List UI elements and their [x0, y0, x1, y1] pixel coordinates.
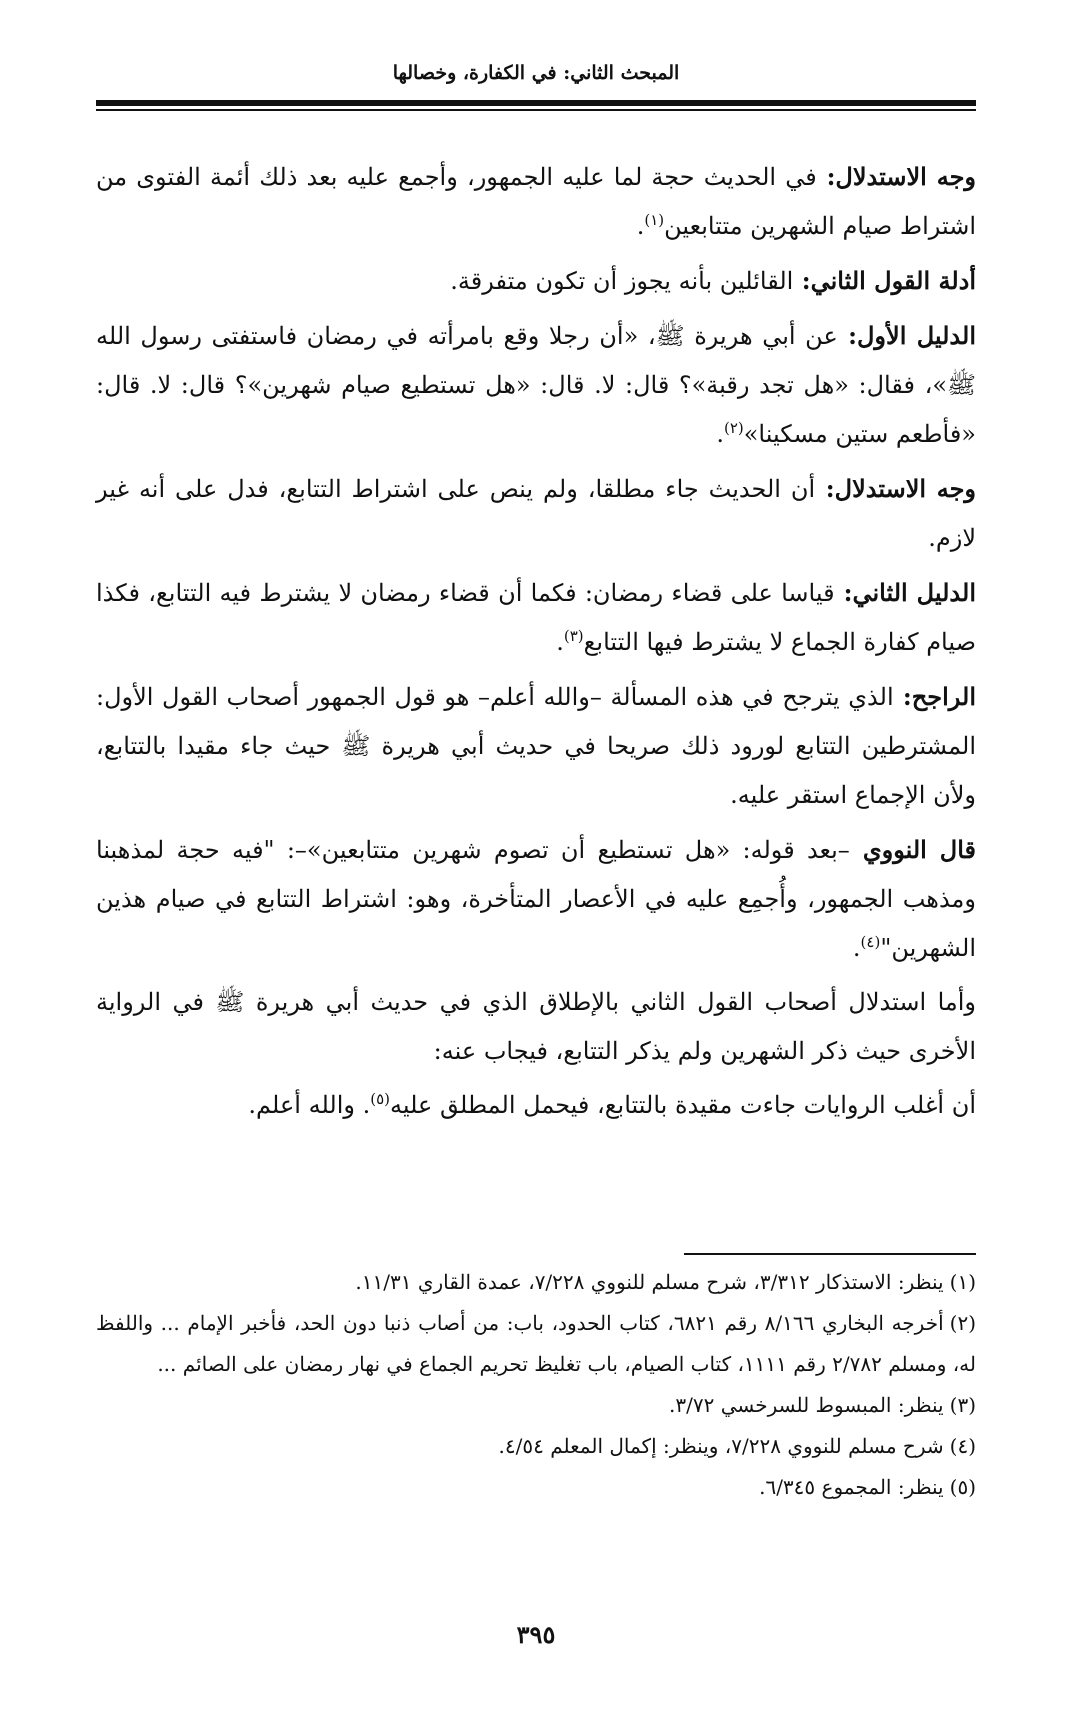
paragraph-tail: . [716, 420, 724, 448]
paragraph-9 [96, 1081, 976, 1130]
footnote-number: (٤) [949, 1434, 976, 1458]
footnote-number: (٥) [949, 1475, 976, 1499]
paragraph-lead: الدليل الثاني: [843, 578, 976, 607]
header-rule-thin [96, 109, 976, 111]
main-text [96, 152, 976, 1135]
footnote-ref[interactable]: (٣) [563, 627, 584, 645]
paragraph-lead: أدلة القول الثاني: [801, 266, 976, 295]
paragraph-text: أن الحديث جاء مطلقا، ولم ينص على اشتراط التتابع، فدل على أنه غير لازم. [96, 475, 976, 552]
footnote-1 [96, 1262, 976, 1303]
paragraph-lead: قال النووي [862, 835, 977, 864]
paragraph-4 [96, 464, 976, 563]
paragraph-tail: . [852, 934, 861, 962]
paragraph-5 [96, 568, 976, 667]
footnote-ref[interactable]: (١) [644, 211, 665, 229]
footnote-3 [96, 1385, 976, 1426]
paragraph-text: في الحديث حجة لما عليه الجمهور، وأجمع عليه بعد ذلك أئمة الفتوى من اشتراط صيام الشهرين متتابعين [96, 163, 976, 240]
paragraph-text: –بعد قوله: «هل تستطيع أن تصوم شهرين متتابعين»–: "فيه حجة لمذهبنا ومذهب الجمهور، وأُجمِع عليه في الأعصار المتأخرة، وهو: اشتراط التتابع في صيام هذين الشهرين" [96, 836, 976, 962]
paragraph-lead: الراجح: [902, 682, 976, 711]
footnote-text: ينظر: الاستذكار ٣/٣١٢، شرح مسلم للنووي ٧/٢٢٨، عمدة القاري ١١/٣١. [355, 1270, 944, 1294]
running-header: المبحث الثاني: في الكفارة، وخصالها [392, 62, 680, 84]
paragraph-7 [96, 825, 976, 973]
paragraph-lead: الدليل الأول: [848, 321, 977, 350]
paragraph-text: عن أبي هريرة ﷺ، «أن رجلا وقع بامرأته في رمضان فاستفتى رسول الله ﷺ»، فقال: «هل تجد رقبة»؟ قال: لا. قال: «هل تستطيع صيام شهرين»؟ قال: لا. قال: «فأطعم ستين مسكينا» [96, 322, 976, 448]
footnote-text: أخرجه البخاري ٨/١٦٦ رقم ٦٨٢١، كتاب الحدود، باب: من أصاب ذنبا دون الحد، فأخبر الإمام ... واللفظ له، ومسلم ٢/٧٨٢ رقم ١١١١، كتاب الصيام، باب تغليظ تحريم الجماع في نهار رمضان على الصائم ... [96, 1311, 976, 1376]
footnote-ref[interactable]: (٤) [860, 933, 881, 951]
paragraph-text: أن أغلب الروايات جاءت مقيدة بالتتابع، فيحمل المطلق عليه [390, 1091, 976, 1119]
footnote-ref[interactable]: (٢) [723, 419, 744, 437]
paragraph-tail: . [556, 628, 564, 656]
footnotes [96, 1262, 976, 1508]
paragraph-text: قياسا على قضاء رمضان: فكما أن قضاء رمضان لا يشترط فيه التتابع، فكذا صيام كفارة الجماع لا يشترط فيها التتابع [96, 579, 976, 656]
page-number: ٣٩٥ [516, 1620, 556, 1649]
paragraph-8 [96, 978, 976, 1076]
footnote-text: شرح مسلم للنووي ٧/٢٢٨، وينظر: إكمال المعلم ٤/٥٤. [498, 1434, 944, 1458]
paragraph-text: الذي يترجح في هذه المسألة –والله أعلم– هو قول الجمهور أصحاب القول الأول: المشترطين التتابع لورود ذلك صريحا في حديث أبي هريرة ﷺ حيث جاء مقيدا بالتتابع، ولأن الإجماع استقر عليه. [96, 683, 976, 809]
footnote-number: (١) [949, 1270, 976, 1294]
paragraph-lead: وجه الاستدلال: [826, 162, 977, 191]
footnote-text: ينظر: المبسوط للسرخسي ٣/٧٢. [669, 1393, 944, 1417]
paragraph-2 [96, 256, 976, 306]
footnote-separator [684, 1253, 976, 1255]
footnote-ref[interactable]: (٥) [370, 1090, 390, 1108]
paragraph-text: وأما استدلال أصحاب القول الثاني بالإطلاق الذي في حديث أبي هريرة ﷺ في الرواية الأخرى حيث ذكر الشهرين ولم يذكر التتابع، فيجاب عنه: [96, 988, 976, 1065]
footnote-4 [96, 1426, 976, 1467]
paragraph-text: القائلين بأنه يجوز أن تكون متفرقة. [450, 267, 794, 295]
header-rule-thick [96, 100, 976, 106]
paragraph-3 [96, 311, 976, 459]
footnote-number: (٢) [949, 1311, 976, 1335]
paragraph-tail: . [636, 212, 645, 240]
paragraph-tail: . والله أعلم. [248, 1091, 371, 1119]
paragraph-6 [96, 672, 976, 820]
footnote-2 [96, 1303, 976, 1385]
footnote-number: (٣) [949, 1393, 976, 1417]
paragraph-lead: وجه الاستدلال: [825, 474, 977, 503]
footnote-5 [96, 1467, 976, 1508]
footnote-text: ينظر: المجموع ٦/٣٤٥. [759, 1475, 944, 1499]
paragraph-1 [96, 152, 976, 251]
